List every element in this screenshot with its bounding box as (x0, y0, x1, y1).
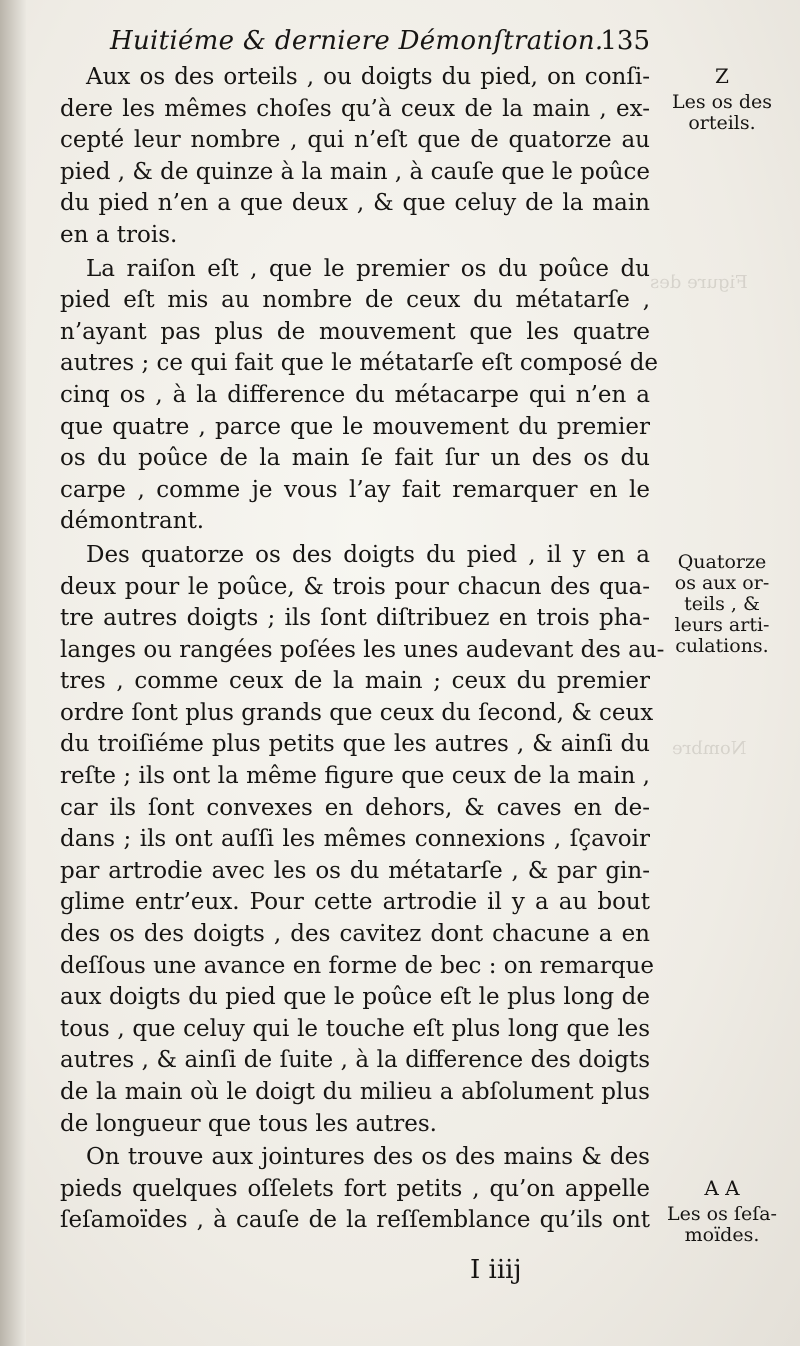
margin-note-line: orteils. (688, 112, 756, 134)
text-line: cepté leur nombre , qui n’eſt que de quatorze au (60, 127, 650, 154)
text-line: reſte ; ils ont la même figure que ceux de la main , (60, 763, 650, 790)
text-line: par artrodie avec les os du métatarſe , & par gin- (60, 857, 650, 884)
text-line: des os des doigts , des cavitez dont chacune a en (60, 921, 650, 948)
text-line: que quatre , parce que le mouvement du premier (60, 413, 650, 440)
margin-note-line: Quatorze (677, 551, 767, 573)
body-text (60, 62, 665, 1237)
show-through-text: Nombre (672, 738, 747, 759)
text-line: carpe , comme je vous l’ay fait remarquer en le (60, 476, 650, 503)
paragraph (60, 254, 659, 538)
page-header (110, 22, 650, 62)
margin-note-mark: Z (715, 64, 729, 88)
margin-note-line: os aux or- (674, 572, 770, 594)
paragraph (60, 540, 665, 1140)
text-line: tres , comme ceux de la main ; ceux du premier (60, 668, 650, 695)
running-title: Huitiéme & derniere Démonſtration. (110, 26, 604, 56)
show-through-text: Figure des (650, 272, 748, 293)
text-line: os du poûce de la main ſe fait ſur un des os du (60, 445, 650, 472)
text-line: cinq os , à la difference du métacarpe qui n’en a (60, 381, 650, 408)
page-number: 135 (600, 26, 650, 56)
text-line: deſſous une avance en forme de bec : on remarque (60, 952, 655, 979)
margin-note-line: moïdes. (684, 1224, 760, 1246)
text-line: du troiſiéme plus petits que les autres , & ainſi du (60, 731, 650, 758)
text-line: deux pour le poûce, & trois pour chacun des qua- (60, 573, 650, 600)
text-line: en a trois. (60, 221, 178, 248)
text-line: dere les mêmes choſes qu’à ceux de la main , ex- (60, 95, 650, 122)
text-line: La raiſon eſt , que le premier os du poûce du (86, 255, 650, 282)
text-line: glime entr’eux. Pour cette artrodie il y a au bout (60, 889, 650, 916)
margin-note-line: Les os ſeſa- (667, 1203, 777, 1225)
margin-note-line: teils , & (684, 593, 760, 615)
text-line: tous , que celuy qui le touche eſt plus long que les (60, 1015, 650, 1042)
signature-mark: I iiij (470, 1255, 522, 1285)
margin-note-line: Les os des (671, 91, 773, 113)
text-line: pieds quelques oſſelets fort petits , qu’on appelle (60, 1175, 650, 1202)
text-line: ordre ſont plus grands que ceux du ſecond, & ceux (60, 699, 654, 726)
text-line: de longueur que tous les autres. (60, 1110, 437, 1137)
margin-note-sesamoides (652, 1178, 792, 1246)
margin-note-quatorze (652, 552, 792, 657)
text-line: pied , & de quinze à la main , à cauſe que le poûce (60, 158, 651, 185)
text-line: pied eſt mis au nombre de ceux du métatarſe , (60, 287, 650, 314)
paragraph (60, 1142, 650, 1237)
text-line: ſeſamoïdes , à cauſe de la reſſemblance qu’ils ont (60, 1207, 650, 1234)
text-line: aux doigts du pied que le poûce eſt le plus long de (60, 984, 650, 1011)
paragraph (60, 62, 650, 252)
text-line: autres , & ainſi de ſuite , à la difference des doigts (60, 1047, 650, 1074)
text-line: On trouve aux jointures des os des mains & des (86, 1144, 650, 1171)
text-line: dans ; ils ont auſſi les mêmes connexions , ſçavoir (60, 826, 650, 853)
text-line: autres ; ce qui fait que le métatarſe eſt composé de (60, 350, 659, 377)
margin-note-line: leurs arti- (674, 614, 770, 636)
margin-note-line: culations. (675, 635, 769, 657)
margin-note-orteils (652, 66, 792, 134)
text-line: langes ou rangées poſées les unes audevant des au- (60, 636, 665, 663)
text-line: n’ayant pas plus de mouvement que les quatre (60, 318, 650, 345)
text-line: tre autres doigts ; ils ſont diſtribuez en trois pha- (60, 605, 650, 632)
text-line: car ils ſont convexes en dehors, & caves en de- (60, 794, 650, 821)
text-line: Des quatorze os des doigts du pied , il y en a (86, 541, 650, 568)
margin-note-mark: A A (704, 1176, 740, 1200)
text-line: Aux os des orteils , ou doigts du pied, on conſi- (86, 64, 650, 90)
page-gutter-shadow (0, 0, 26, 1346)
text-line: démontrant. (60, 508, 205, 535)
text-line: du pied n’en a que deux , & que celuy de la main (60, 190, 650, 217)
text-line: de la main où le doigt du milieu a abſolument plus (60, 1079, 650, 1105)
